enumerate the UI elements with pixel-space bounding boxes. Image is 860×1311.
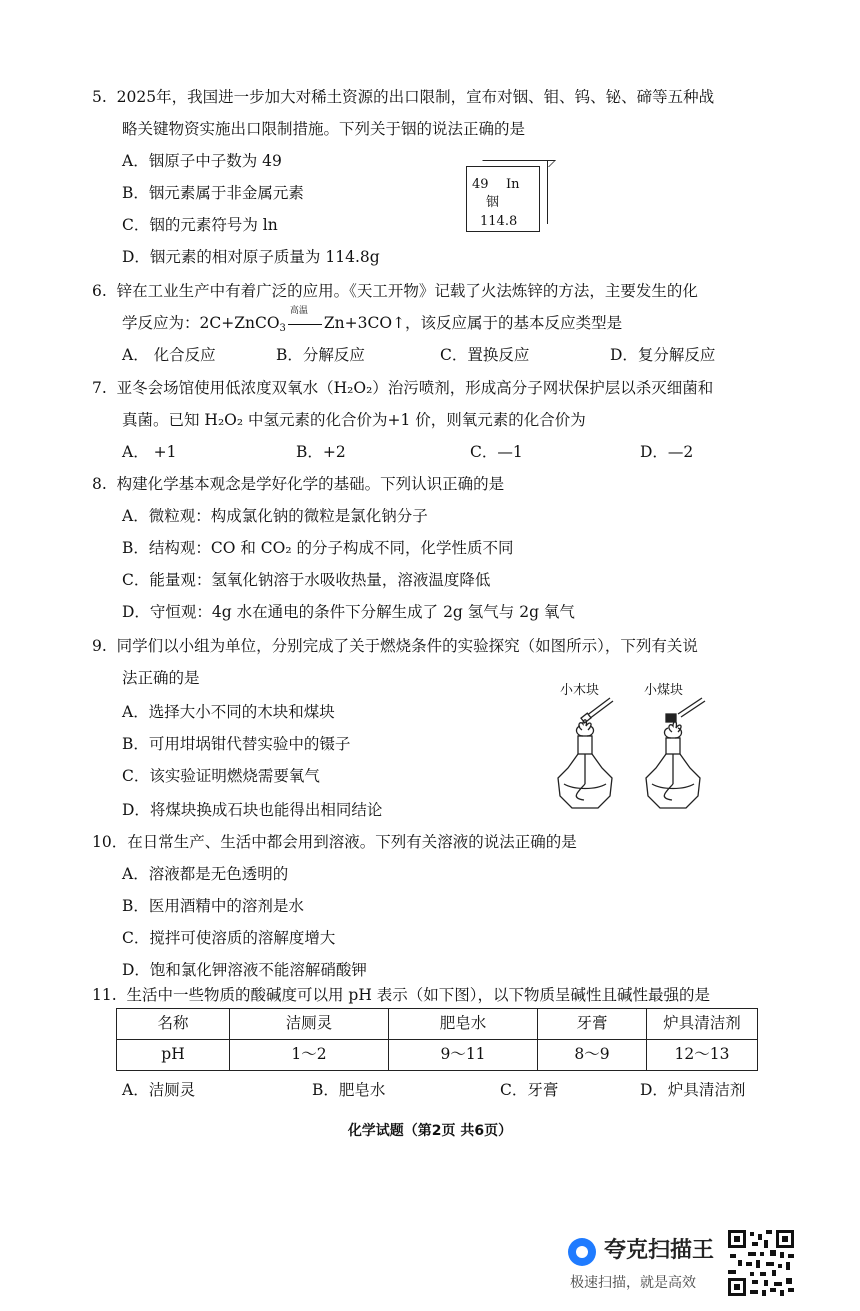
table-cell: 肥皂水: [389, 1009, 538, 1040]
q9-option-c: C．该实验证明燃烧需要氧气: [122, 767, 320, 785]
q9-option-b: B．可用坩埚钳代替实验中的镊子: [122, 735, 351, 753]
q7-option-a: A． +1: [122, 443, 177, 461]
table-cell: 12～13: [647, 1040, 758, 1071]
table-cell: 洁厕灵: [230, 1009, 389, 1040]
tile-symbol: In: [506, 177, 520, 192]
table-cell: 1～2: [230, 1040, 389, 1071]
q6-condition-arrow: [286, 306, 324, 332]
label-small-coal: 小煤块: [644, 683, 684, 698]
q6-equation-right: Zn+3CO↑，该反应属于的基本反应类型是: [323, 314, 623, 332]
q6-option-c: C．置换反应: [440, 346, 530, 364]
q11-stem: 11. 生活中一些物质的酸碱度可以用 pH 表示（如下图），以下物质呈碱性且碱性最强的是: [92, 986, 711, 1004]
q11-option-a: A．洁厕灵: [122, 1081, 196, 1099]
q10-option-d: D．饱和氯化钾溶液不能溶解硝酸钾: [122, 961, 367, 979]
q11-option-d: D．炉具清洁剂: [640, 1081, 746, 1099]
q7-option-b: B．+2: [296, 443, 346, 461]
q8-option-b: B．结构观：CO 和 CO₂ 的分子构成不同，化学性质不同: [122, 539, 514, 557]
q6-equation-sub: 3: [279, 323, 286, 334]
scanner-logo-icon: [568, 1238, 596, 1266]
q10-option-c: C．搅拌可使溶质的溶解度增大: [122, 929, 336, 947]
tile-atomic-number: 49: [472, 177, 489, 192]
ph-table: [116, 1008, 758, 1071]
tile-name: 铟: [486, 195, 500, 210]
q5-option-a: A．铟原子中子数为 49: [122, 152, 282, 170]
q7-option-c: C．—1: [470, 443, 523, 461]
table-cell: 9～11: [389, 1040, 538, 1071]
q6-option-d: D．复分解反应: [610, 346, 716, 364]
table-row: [117, 1040, 758, 1071]
q6-option-a: A． 化合反应: [122, 346, 216, 364]
page-footer: 化学试题（第2页 共6页）: [347, 1123, 513, 1139]
q6-equation-left: 学反应为：2C+ZnCO: [122, 314, 280, 332]
q5-option-b: B．铟元素属于非金属元素: [122, 184, 304, 202]
scanner-slogan: 极速扫描，就是高效: [570, 1275, 696, 1291]
table-cell: 名称: [117, 1009, 230, 1040]
table-row: [117, 1009, 758, 1040]
qr-code-icon: [728, 1230, 794, 1296]
q9-option-d: D．将煤块换成石块也能得出相同结论: [122, 801, 383, 819]
q8-stem: 8. 构建化学基本观念是学好化学的基础。下列认识正确的是: [92, 475, 505, 493]
q10-option-b: B．医用酒精中的溶剂是水: [122, 897, 304, 915]
q9-stem-line2: 法正确的是: [122, 669, 200, 687]
table-cell: 牙膏: [538, 1009, 647, 1040]
label-small-wood: 小木块: [560, 683, 600, 698]
q10-stem: 10．在日常生产、生活中都会用到溶液。下列有关溶液的说法正确的是: [92, 833, 577, 851]
burning-experiment-figure: [550, 696, 730, 814]
q9-stem-line1: 9. 同学们以小组为单位，分别完成了关于燃烧条件的实验探究（如图所示），下列有关说: [92, 637, 698, 655]
q5-stem-line1: 5. 2025年，我国进一步加大对稀土资源的出口限制，宣布对铟、钼、钨、铋、碲等五种战: [92, 88, 715, 106]
q6-stem-line2: [122, 306, 623, 334]
q6-condition: 高温: [289, 306, 308, 316]
q8-option-c: C．能量观：氢氧化钠溶于水吸收热量，溶液温度降低: [122, 571, 491, 589]
q6-option-b: B．分解反应: [276, 346, 365, 364]
scanner-brand-name: 夸克扫描王: [604, 1238, 715, 1263]
scanner-watermark: [568, 1232, 718, 1296]
table-cell: pH: [117, 1040, 230, 1071]
q8-option-d: D．守恒观：4g 水在通电的条件下分解生成了 2g 氢气与 2g 氧气: [122, 603, 575, 621]
q11-option-b: B．肥皂水: [312, 1081, 386, 1099]
q5-option-d: D．铟元素的相对原子质量为 114.8g: [122, 248, 380, 266]
q5-stem-line2: 略关键物资实施出口限制措施。下列关于铟的说法正确的是: [122, 120, 526, 138]
q11-option-c: C．牙膏: [500, 1081, 559, 1099]
tile-mass: 114.8: [480, 214, 518, 229]
q8-option-a: A．微粒观：构成氯化钠的微粒是氯化钠分子: [122, 507, 428, 525]
q6-stem-line1: 6. 锌在工业生产中有着广泛的应用。《天工开物》记载了火法炼锌的方法，主要发生的化: [92, 282, 698, 300]
q7-option-d: D．—2: [640, 443, 694, 461]
table-cell: 炉具清洁剂: [647, 1009, 758, 1040]
q5-option-c: C．铟的元素符号为 ln: [122, 216, 278, 234]
q7-stem-line1: 7. 亚冬会场馆使用低浓度双氧水（H₂O₂）治污喷剂，形成高分子网状保护层以杀灭细菌和: [92, 379, 714, 397]
table-cell: 8～9: [538, 1040, 647, 1071]
q7-stem-line2: 真菌。已知 H₂O₂ 中氢元素的化合价为+1 价，则氧元素的化合价为: [122, 411, 586, 429]
q10-option-a: A．溶液都是无色透明的: [122, 865, 289, 883]
q9-option-a: A．选择大小不同的木块和煤块: [122, 703, 335, 721]
